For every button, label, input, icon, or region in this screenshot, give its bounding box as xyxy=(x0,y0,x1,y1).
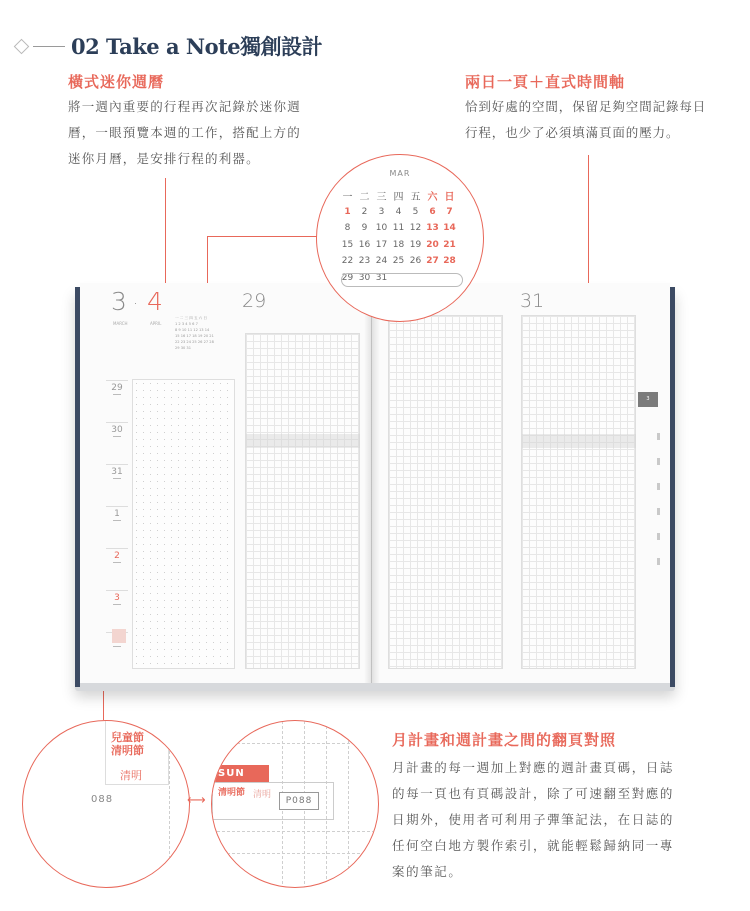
planner-left-page xyxy=(80,283,372,683)
body-line: 迷你月曆，是安排行程的利器。 xyxy=(68,151,260,166)
calendar-day: 19 xyxy=(409,239,422,250)
planner-book xyxy=(75,283,675,688)
diamond-icon xyxy=(14,38,30,54)
calendar-day: 3 xyxy=(378,206,385,217)
day-of-week-bar: SUN xyxy=(212,765,269,782)
calendar-day: 16 xyxy=(358,239,371,250)
page-number-box: P088 xyxy=(279,792,319,810)
day-number: 31 xyxy=(111,467,123,477)
day-b-number: 31 xyxy=(520,290,545,312)
index-zoom-right xyxy=(211,720,379,888)
day-cell xyxy=(106,548,128,580)
left-month-2: APRIL xyxy=(150,321,162,326)
day-a-number: 29 xyxy=(242,290,267,312)
calendar-day: 31 xyxy=(375,272,388,283)
calendar-day: 20 xyxy=(426,239,439,250)
page-title: 02 Take a Note獨創設計 xyxy=(71,34,323,59)
left-date-1: 3 xyxy=(111,287,127,316)
day-number: 1 xyxy=(114,509,120,519)
grid-line xyxy=(169,721,170,888)
weekday: 四 xyxy=(393,191,404,203)
calendar-day: 9 xyxy=(361,223,368,234)
feature-mini-calendar-title: 橫式迷你週曆 xyxy=(68,73,165,91)
header-rule xyxy=(33,46,65,47)
day-grid-left xyxy=(245,333,360,669)
calendar-day: 23 xyxy=(358,256,371,267)
calendar-week-row xyxy=(339,237,459,254)
day-number: 3 xyxy=(114,593,120,603)
weekday: 五 xyxy=(410,191,421,203)
index-zoom-left xyxy=(22,720,190,888)
side-tab xyxy=(657,483,660,490)
grid-line xyxy=(348,721,349,888)
weekday: 一 xyxy=(342,191,353,203)
calendar-day: 24 xyxy=(375,256,388,267)
calendar-day: 30 xyxy=(358,272,371,283)
book-spine xyxy=(364,283,380,683)
mini-month-calendar: 一 二 三 四 五 六 日 1 2 3 4 5 6 7 8 9 10 11 12 13 14 15 16 17 18 19 20 21 22 23 24 25 26 27 28 29 30 31 xyxy=(175,316,214,350)
side-tab xyxy=(657,533,660,540)
left-month-1: MARCH xyxy=(113,321,128,326)
calendar-day: 15 xyxy=(341,239,354,250)
day-number: 29 xyxy=(111,383,123,393)
calendar-day: 1 xyxy=(344,206,351,217)
feature-mini-calendar-body xyxy=(68,94,301,172)
weekday: 二 xyxy=(359,191,370,203)
calendar-day: 4 xyxy=(395,206,402,217)
week-notes-area xyxy=(132,379,235,669)
side-tab xyxy=(657,433,660,440)
calendar-zoom-circle xyxy=(316,154,484,322)
mini-week-list xyxy=(106,380,128,670)
calendar-day: 21 xyxy=(443,239,456,250)
cover-edge-right xyxy=(670,287,675,687)
day-number: 2 xyxy=(114,551,120,561)
holiday-label: 清明節 xyxy=(218,788,246,798)
calendar-day: 7 xyxy=(446,206,453,217)
feature-index-body xyxy=(392,755,674,885)
calendar-day: 10 xyxy=(375,223,388,234)
calendar-day: 6 xyxy=(429,206,436,217)
calendar-day: 28 xyxy=(443,256,456,267)
day-grid-right xyxy=(521,315,636,669)
planner-right-page xyxy=(372,283,670,683)
body-line: 曆，一眼預覽本週的工作，搭配上方的 xyxy=(68,125,301,140)
weekday: 日 xyxy=(444,191,455,203)
grid-line xyxy=(212,853,379,854)
feature-two-days-title: 兩日一頁＋直式時間軸 xyxy=(465,73,626,91)
calendar-day: 22 xyxy=(341,256,354,267)
calendar-day: 18 xyxy=(392,239,405,250)
body-line: 行程，也少了必須填滿頁面的壓力。 xyxy=(465,125,680,140)
calendar-day: 29 xyxy=(341,272,354,283)
day-cell xyxy=(106,506,128,538)
side-tab xyxy=(657,558,660,565)
double-arrow-icon: ⟷ xyxy=(187,793,206,808)
holiday-marker xyxy=(112,629,126,643)
day-cell xyxy=(106,590,128,622)
hour-band xyxy=(246,434,360,448)
calendar-weekday-row xyxy=(339,187,459,204)
holiday-label: 清明節 xyxy=(111,744,144,757)
calendar-day: 25 xyxy=(392,256,405,267)
calendar-day: 13 xyxy=(426,223,439,234)
left-date-sep: · xyxy=(133,294,139,313)
left-date-2: 4 xyxy=(147,287,163,316)
calendar-day: 8 xyxy=(344,223,351,234)
calendar-week-row xyxy=(339,253,459,270)
grid-line xyxy=(212,743,379,744)
day-cell xyxy=(106,422,128,454)
day-cell xyxy=(106,380,128,412)
body-line: 恰到好處的空間，保留足夠空間記錄每日 xyxy=(465,99,707,114)
feature-index-title: 月計畫和週計畫之間的翻頁對照 xyxy=(392,731,617,749)
calendar-day: 14 xyxy=(443,223,456,234)
calendar-day: 17 xyxy=(375,239,388,250)
holiday-label: 兒童節 xyxy=(111,731,144,744)
calendar-day: 27 xyxy=(426,256,439,267)
feature-two-days-body xyxy=(465,94,706,146)
body-line: 日期外，使用者可利用子彈筆記法，在日誌的 xyxy=(392,812,675,827)
day-grid-middle xyxy=(388,315,503,669)
body-line: 任何空白地方製作索引，就能輕鬆歸納同一專 xyxy=(392,838,675,853)
calendar-grid xyxy=(339,187,459,286)
body-line: 月計畫的每一週加上對應的週計畫頁碼，日誌 xyxy=(392,760,675,775)
calendar-week-row xyxy=(339,204,459,221)
weekday: 六 xyxy=(427,191,438,203)
connector-line xyxy=(207,236,319,237)
current-week-highlight xyxy=(341,273,463,287)
holiday-short: 清明 xyxy=(120,769,142,782)
hour-band xyxy=(522,434,636,448)
grid-line xyxy=(212,831,379,832)
section-header xyxy=(14,26,322,66)
calendar-day: 5 xyxy=(412,206,419,217)
side-tab xyxy=(657,458,660,465)
holiday-short: 清明 xyxy=(253,790,272,800)
day-number: 30 xyxy=(111,425,123,435)
calendar-week-row xyxy=(339,220,459,237)
side-tab xyxy=(657,508,660,515)
body-line: 的每一頁也有頁碼設計，除了可速翻至對應的 xyxy=(392,786,675,801)
calendar-day: 12 xyxy=(409,223,422,234)
calendar-day: 2 xyxy=(361,206,368,217)
weekday: 三 xyxy=(376,191,387,203)
body-line: 將一週內重要的行程再次記錄於迷你週 xyxy=(68,99,301,114)
calendar-month: MAR xyxy=(389,169,411,178)
calendar-day: 11 xyxy=(392,223,405,234)
calendar-day: 26 xyxy=(409,256,422,267)
body-line: 案的筆記。 xyxy=(392,864,463,879)
month-tab: 3 xyxy=(638,392,658,407)
page-number: 088 xyxy=(91,794,114,805)
day-cell xyxy=(106,464,128,496)
